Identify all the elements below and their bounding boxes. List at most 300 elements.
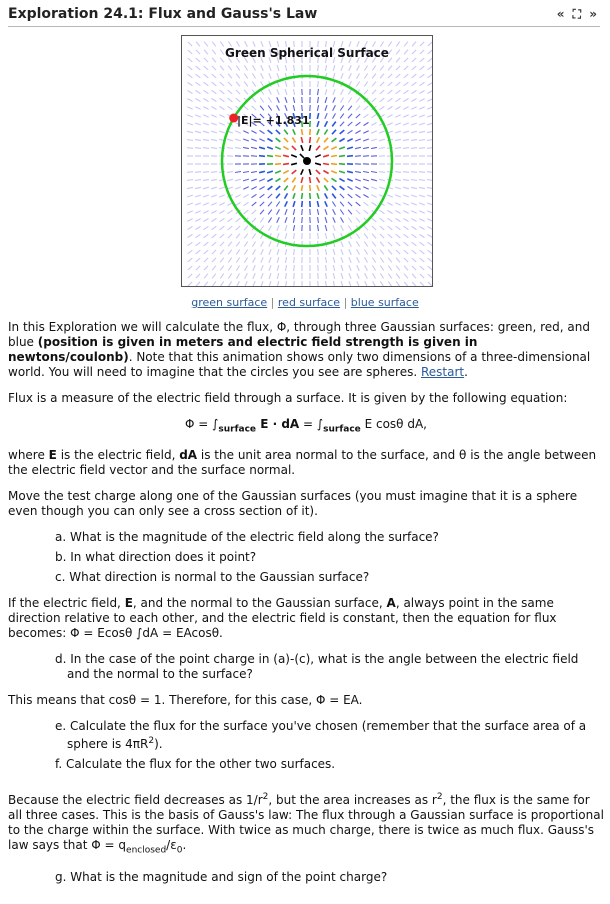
field-vector [411, 180, 417, 181]
field-vector [203, 115, 208, 117]
field-vector [357, 273, 359, 278]
field-vector [245, 265, 248, 270]
field-vector [318, 265, 319, 271]
field-vector [285, 249, 286, 255]
field-vector [293, 201, 295, 207]
field-vector [403, 203, 409, 205]
field-vector [380, 82, 384, 86]
field-vector [187, 99, 192, 102]
field-vector [371, 179, 377, 181]
field-vector [363, 156, 369, 157]
field-vector [356, 122, 361, 126]
field-vector [340, 186, 345, 190]
field-vector [228, 282, 231, 287]
field-vector [333, 225, 335, 231]
field-vector [341, 241, 343, 247]
field-vector [403, 98, 408, 101]
field-vector [371, 195, 376, 198]
field-vector [277, 233, 279, 239]
field-vector [395, 211, 400, 214]
field-vector [253, 273, 256, 278]
field-vector [411, 195, 417, 197]
field-vector [341, 217, 344, 222]
field-vector [355, 156, 361, 157]
field-vector [259, 171, 265, 172]
field-vector [228, 266, 232, 271]
field-vector [364, 210, 369, 214]
field-vector [396, 74, 400, 78]
field-vector [220, 90, 225, 94]
field-vector [195, 203, 201, 205]
field-vector [309, 169, 311, 175]
field-vector [235, 195, 240, 198]
eq-subscript: surface [218, 424, 257, 435]
units-note: (position is given in meters and electric field strength is given in newtons/coulonb) [8, 335, 478, 364]
field-vector [293, 225, 294, 231]
field-vector [251, 139, 257, 141]
field-vector [204, 266, 208, 270]
field-vector [277, 249, 279, 255]
field-vector [251, 147, 257, 148]
restart-link[interactable]: Restart [420, 365, 465, 379]
question-d: d. In the case of the point charge in (a)-(c), what is the angle between the electric field and the normal to the surface? [55, 652, 579, 682]
field-vector [333, 113, 336, 118]
field-vector [380, 274, 383, 279]
field-vector [276, 186, 280, 190]
field-vector [294, 249, 295, 255]
fullscreen-icon[interactable]: ⛶ [572, 7, 583, 21]
field-vector [228, 258, 232, 263]
field-vector [236, 250, 240, 255]
field-vector [412, 250, 417, 254]
field-vector [404, 274, 408, 279]
field-vector [187, 91, 192, 94]
field-vector [252, 74, 255, 79]
field-vector [269, 225, 272, 230]
link-separator: | [343, 296, 348, 309]
field-vector [388, 218, 393, 221]
field-vector [341, 73, 343, 79]
field-vector [261, 65, 264, 70]
text: In this Exploration we will calculate the flux, Φ, through three Gaussian surfaces: green, red, and blue [8, 320, 590, 349]
field-vector [333, 217, 335, 222]
field-vector [347, 147, 353, 149]
field-vector [195, 123, 201, 125]
gauss-law-paragraph [8, 790, 604, 858]
field-vector [301, 137, 302, 143]
eq-part: Φ = ∫ [185, 417, 219, 431]
field-vector [236, 242, 240, 247]
field-vector [341, 89, 344, 94]
field-vector [228, 250, 232, 255]
field-vector [427, 148, 432, 149]
field-vector [244, 74, 247, 79]
field-vector [302, 193, 303, 199]
field-vector [364, 90, 368, 95]
field-vector [379, 187, 385, 189]
field-vector [196, 282, 200, 286]
field-vector [251, 187, 256, 190]
field-vector [332, 138, 337, 142]
field-vector [332, 178, 337, 181]
field-vector [188, 234, 193, 237]
field-vector [395, 131, 401, 133]
field-vector [227, 179, 233, 180]
field-vector [333, 273, 334, 279]
field-vector [427, 187, 432, 188]
field-vector [302, 217, 303, 223]
field-vector [403, 148, 409, 149]
field-vector [244, 90, 248, 94]
field-vector [324, 130, 327, 135]
field-vector [411, 203, 417, 205]
field-vector [348, 194, 353, 198]
field-vector [220, 234, 224, 238]
field-vector [325, 225, 327, 231]
field-vector [302, 201, 303, 207]
field-canvas[interactable] [182, 36, 432, 286]
field-vector [380, 234, 384, 238]
field-vector [196, 258, 200, 262]
field-vector [341, 249, 343, 255]
field-vector [211, 115, 216, 118]
field-vector [428, 282, 432, 286]
field-vector [268, 186, 273, 190]
field-vector [380, 258, 384, 263]
field-vector [261, 281, 263, 286]
field-vector [188, 74, 193, 78]
field-vector [260, 202, 264, 206]
field-vector [285, 65, 286, 71]
field-vector [203, 179, 209, 180]
field-vector [357, 265, 360, 270]
field-vector [310, 193, 311, 199]
field-vector [356, 202, 361, 206]
field-vector [211, 211, 216, 214]
field-readout: |E|= +1.831 [237, 114, 310, 127]
field-vector [285, 97, 287, 103]
question-c: c. What direction is normal to the Gaussian surface? [55, 570, 370, 585]
field-vector [355, 179, 361, 181]
field-vector [228, 218, 233, 222]
field-vector [388, 106, 393, 109]
field-vector [420, 74, 425, 78]
field-vector [243, 147, 249, 148]
field-vector [236, 66, 240, 71]
field-vector [420, 250, 425, 254]
question-g: g. What is the magnitude and sign of the point charge? [55, 869, 388, 884]
field-vector [325, 65, 326, 71]
field-vector [260, 210, 264, 214]
surface-label: Green Spherical Surface [225, 46, 389, 60]
field-vector [261, 249, 264, 254]
field-vector [371, 147, 377, 148]
field-vector [235, 147, 241, 148]
field-vector [318, 81, 319, 87]
flux-equation: $\Phi = \int_{surface}$ E · dA = $\int_{surface}$ E cosθ dA, [185, 417, 427, 435]
field-vector [317, 209, 318, 215]
field-vector [283, 155, 289, 156]
field-vector [236, 258, 239, 263]
field-vector [310, 129, 311, 135]
field-vector [227, 187, 233, 189]
field-vector [203, 131, 209, 133]
field-vector [411, 123, 417, 125]
field-vector [347, 179, 352, 181]
field-vector [427, 203, 432, 205]
field-vector [244, 106, 249, 110]
field-vector [310, 185, 311, 191]
field-vector [395, 115, 400, 118]
field-vector [187, 172, 193, 173]
field-vector [267, 139, 272, 142]
field-vector [356, 218, 360, 223]
field-vector [349, 281, 351, 286]
field-vector [356, 98, 360, 103]
field-vector [363, 139, 369, 141]
field-vector [228, 210, 233, 213]
field-vector [396, 266, 400, 271]
field-vector [269, 249, 271, 255]
field-vector [412, 258, 416, 262]
field-vector [428, 250, 432, 254]
field-vector [252, 202, 257, 206]
field-vector [427, 219, 432, 222]
field-vector [339, 147, 345, 149]
field-vector [411, 131, 417, 133]
text: E [48, 448, 57, 463]
field-vector [211, 203, 216, 206]
field-vector [412, 66, 417, 70]
field-vector [187, 219, 192, 222]
field-vector [364, 106, 368, 110]
field-vector [419, 219, 424, 222]
field-vector [187, 115, 193, 117]
field-vector [325, 233, 326, 239]
field-vector [195, 211, 200, 214]
field-vector [318, 273, 319, 279]
field-vector [204, 250, 208, 254]
field-vector [349, 265, 351, 271]
field-vector [355, 139, 361, 141]
field-vector [364, 226, 368, 231]
field-vector [219, 203, 224, 206]
field-vector [203, 172, 209, 173]
field-vector [252, 194, 257, 197]
field-vector [235, 172, 241, 173]
field-vector [372, 82, 376, 87]
field-vector [188, 282, 192, 286]
field-vector [324, 146, 329, 149]
field-vector [363, 187, 368, 189]
field-vector [427, 180, 432, 181]
field-vector [380, 226, 384, 230]
field-vector [269, 65, 271, 71]
field-vector [188, 66, 193, 70]
field-vector [277, 89, 279, 95]
field-vector [420, 274, 424, 278]
field-vector [339, 156, 345, 157]
field-vector [236, 74, 240, 79]
field-vector [420, 66, 425, 70]
field-vector [380, 242, 384, 246]
next-page-icon[interactable]: » [589, 7, 598, 21]
field-vector [243, 131, 248, 134]
field-vector [228, 98, 233, 102]
field-vector [348, 98, 351, 103]
field-vector [403, 172, 409, 173]
field-vector [268, 210, 272, 215]
field-vector [285, 265, 286, 271]
field-vector [404, 90, 409, 93]
field-vector [388, 74, 392, 78]
field-vector [349, 241, 352, 246]
field-vector [403, 219, 408, 222]
blue-surface-link[interactable]: blue surface [350, 296, 419, 309]
field-vector [261, 73, 264, 78]
field-vector [324, 138, 328, 142]
field-vector [261, 273, 263, 279]
field-vector [331, 164, 337, 165]
field-vector [276, 202, 279, 207]
field-vector [212, 274, 216, 279]
field-vector [196, 74, 201, 78]
field-vector [339, 171, 345, 173]
field-vector [380, 281, 383, 286]
field-vector [371, 187, 377, 189]
field-vector [203, 148, 209, 149]
text: . Note that this animation shows only two dimensions of a three-dimensional world. You will need to imagine that the circles you see are spheres. [8, 350, 591, 379]
red-surface-link[interactable]: red surface [277, 296, 341, 309]
field-vector [293, 129, 295, 134]
field-vector [261, 257, 263, 262]
field-vector [285, 233, 287, 239]
field-vector [187, 180, 193, 181]
field-vector [419, 227, 424, 230]
field-vector [356, 234, 359, 239]
field-vector [301, 145, 303, 151]
field-vector [236, 90, 240, 94]
field-vector [355, 171, 361, 172]
field-vector [286, 273, 287, 279]
field-vector [276, 178, 281, 181]
field-vector [348, 90, 351, 95]
field-vector [259, 156, 265, 157]
field-vector [293, 193, 295, 199]
text: ). [154, 737, 163, 752]
field-vector [318, 257, 319, 263]
field-vector [203, 139, 209, 140]
field-vector [349, 257, 351, 263]
field-vector [427, 131, 432, 132]
field-vector [220, 82, 224, 86]
field-vector [412, 74, 417, 78]
field-vector [285, 209, 287, 215]
field-vector [212, 98, 217, 101]
field-vector [404, 82, 409, 86]
field-vector [283, 164, 289, 165]
field-vector [331, 171, 337, 173]
field-vector [411, 139, 417, 140]
field-vector [285, 193, 288, 198]
field-vector [371, 123, 376, 126]
field-vector [267, 179, 272, 182]
field-vector [277, 217, 280, 222]
field-vector [357, 73, 360, 78]
field-vector [419, 107, 424, 110]
field-vector [187, 131, 193, 132]
field-vector [268, 130, 273, 134]
field-vector [363, 172, 369, 173]
field-vector [357, 281, 359, 286]
text: enclosed [126, 845, 167, 856]
cos-paragraph: This means that cosθ = 1. Therefore, for this case, Φ = EA. [8, 693, 363, 708]
text: E [124, 596, 133, 611]
text: /ε [166, 838, 177, 853]
text: dA [179, 448, 198, 463]
prev-page-icon[interactable]: « [556, 7, 566, 21]
field-vector [372, 242, 376, 247]
field-vector [187, 211, 193, 213]
field-vector [212, 266, 216, 271]
field-vector [204, 258, 208, 262]
field-vector [294, 65, 295, 71]
field-vector [187, 148, 193, 149]
field-vector [252, 234, 255, 239]
field-vector [380, 266, 383, 271]
field-vector [341, 265, 343, 271]
green-surface-link[interactable]: green surface [191, 296, 268, 309]
field-vector [212, 218, 217, 221]
field-vector [285, 81, 287, 87]
field-vector [340, 210, 343, 215]
field-vector [236, 234, 240, 238]
field-vector [277, 273, 278, 279]
field-vector [363, 195, 368, 198]
field-vector [356, 210, 360, 214]
field-vector [348, 114, 352, 118]
field-vector [212, 90, 217, 94]
field-vector [364, 74, 367, 79]
field-vector [420, 282, 424, 286]
field-vector [188, 82, 193, 85]
field-vector [317, 113, 318, 119]
field-vector [388, 66, 392, 70]
field-vector [380, 250, 384, 255]
field-vector [260, 106, 264, 111]
field-vector [244, 257, 247, 262]
field-vector [428, 74, 433, 77]
field-vector [404, 258, 408, 262]
simulation-panel[interactable] [181, 35, 433, 287]
field-vector [412, 266, 416, 270]
field-vector [396, 282, 400, 286]
field-vector [277, 209, 280, 214]
field-vector [293, 209, 294, 215]
field-vector [396, 218, 401, 221]
field-vector [364, 66, 367, 71]
field-vector [428, 266, 432, 270]
field-vector [428, 82, 433, 85]
field-vector [228, 226, 233, 230]
field-vector [195, 226, 200, 229]
field-vector [371, 172, 377, 173]
field-vector [269, 73, 271, 79]
field-vector [196, 234, 201, 237]
field-vector [318, 89, 319, 95]
field-vector [387, 210, 392, 213]
field-vector [267, 147, 273, 149]
